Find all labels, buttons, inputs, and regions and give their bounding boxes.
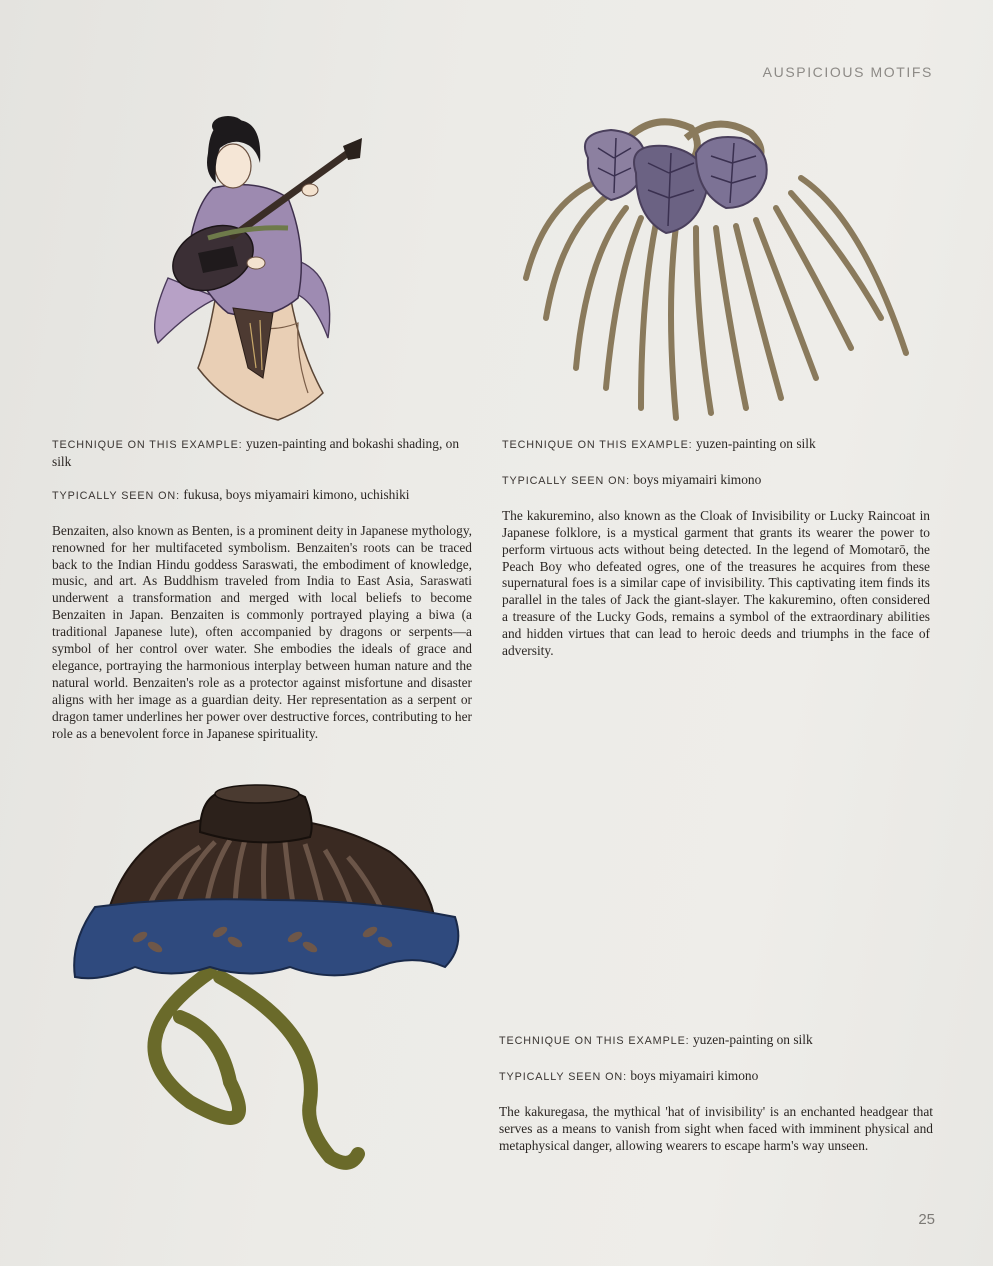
technique-label: TECHNIQUE ON THIS EXAMPLE: bbox=[52, 439, 243, 451]
description-paragraph: The kakuregasa, the mythical 'hat of invisibility' is an enchanted headgear that serves as a means to vanish from sight when faced with imminent physical and metaphysical danger, allowing wearers to escape harm's way unseen. bbox=[499, 1103, 933, 1153]
benzaiten-illustration bbox=[138, 108, 370, 426]
technique-value: yuzen-painting on silk bbox=[692, 436, 816, 451]
typically-line bbox=[502, 472, 930, 490]
section-header: AUSPICIOUS MOTIFS bbox=[762, 64, 933, 80]
description-paragraph: Benzaiten, also known as Benten, is a prominent deity in Japanese mythology, renowned for her multifaceted symbolism. Benzaiten's roots can be traced back to the Indian Hindu goddess Saraswati, the embodiment of knowledge, music, and art. As Buddhism traveled from India to East Asia, Saraswati underwent a transformation and merged with local beliefs to become Benzaiten in Japan. Benzaiten is commonly portrayed playing a biwa (a traditional Japanese lute), often accompanied by dragons or serpents—a symbol of her control over water. She embodies the ideals of grace and elegance, portraying the harmonious interplay between human nature and the natural world. Benzaiten's role as a protector against misfortune and disaster aligns with her image as a guardian deity. Her representation as a serpent or dragon tamer underlines her power over destructive forces, contributing to her role as a benevolent force in Japanese spirituality. bbox=[52, 522, 472, 741]
typically-value: fukusa, boys miyamairi kimono, uchishiki bbox=[180, 486, 410, 502]
typically-line bbox=[52, 487, 472, 505]
description-paragraph: The kakuremino, also known as the Cloak of Invisibility or Lucky Raincoat in Japanese folklore, is a mystical garment that grants its wearer the power to perform virtuous acts without being detected. In the legend of Momotarō, the Peach Boy who defeated ogres, one of the treasures he acquires from these supernatural foes is a similar cape of invisibility. This captivating item finds its parallel in the tales of Jack the giant-slayer. The kakuremino, often considered a treasure of the Lucky Gods, remains a symbol of the extraordinary abilities and hidden virtues that can lead to heroic deeds and triumphs in the face of adversity. bbox=[502, 507, 930, 659]
typically-label: TYPICALLY SEEN ON: bbox=[502, 474, 631, 487]
typically-value: boys miyamairi kimono bbox=[630, 471, 762, 487]
benzaiten-entry bbox=[52, 436, 472, 743]
technique-line bbox=[499, 1032, 933, 1050]
technique-label: TECHNIQUE ON THIS EXAMPLE: bbox=[502, 439, 693, 451]
technique-line bbox=[52, 436, 472, 471]
technique-label: TECHNIQUE ON THIS EXAMPLE: bbox=[499, 1035, 690, 1047]
typically-value: boys miyamairi kimono bbox=[627, 1067, 759, 1083]
kakuregasa-illustration bbox=[70, 782, 480, 1172]
technique-value: yuzen-painting on silk bbox=[689, 1032, 813, 1047]
page-number: 25 bbox=[918, 1211, 935, 1228]
technique-line bbox=[502, 436, 930, 454]
technique-value: yuzen-painting and bokashi shading, on silk bbox=[52, 436, 460, 469]
kakuregasa-entry bbox=[499, 1032, 933, 1155]
typically-line bbox=[499, 1068, 933, 1086]
typically-label: TYPICALLY SEEN ON: bbox=[52, 489, 181, 502]
typically-label: TYPICALLY SEEN ON: bbox=[499, 1070, 628, 1083]
kakuremino-illustration bbox=[516, 108, 912, 428]
kakuremino-entry bbox=[502, 436, 930, 660]
